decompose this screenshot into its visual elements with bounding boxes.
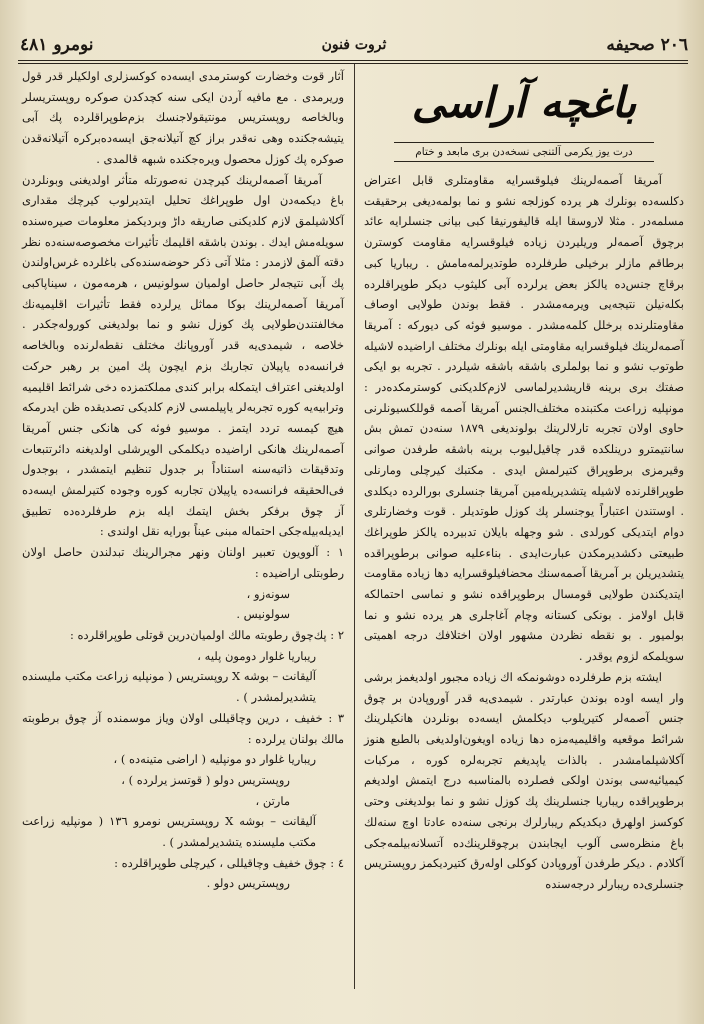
section-subtitle: درت یوز یکرمی آلتنجی نسخه‌دن بری مابعد و ختام — [394, 142, 654, 162]
page-number: ٢٠٦ صحيفه — [606, 35, 688, 55]
list-subitem: ریباریا غلوار دو مونپلیه ( اراضی متینه‌ده ) ، — [113, 752, 316, 767]
list-subitem: روپستریس دولو ( قوتسز یرلرده ) ، — [121, 772, 290, 787]
list-subitem: آلیقانت – بوشه X روپستریس نومرو ١٣٦ ( مونپلیه زراعت مکتب ملیسنده یتشدیرلمشدر ) . — [22, 814, 316, 850]
header-rule — [18, 60, 688, 64]
section-masthead: باغچه آراسی — [411, 77, 637, 127]
right-column — [364, 66, 684, 895]
page-header — [20, 30, 688, 60]
list-subitem: ریباریا غلوار دومون پلیه ، — [197, 648, 316, 663]
paragraph: ایشته بزم طرفلرده دوشونمکه اك زیاده مجبور اولدیغمز برشی وار ایسه اوده بوندن عبارتدر . شیمدی‌یه قدر آوروپادن بر چوق جنس آصمه‌لر کتیریلوب دیکلمش ایسه‌ده بونلردن هانکیلرینك شرائط موقعیه واقلیمیه‌مزه دها زیاده اویغون‌اولدیغی بالطبع هنوز آکلاشیلمامشدر . بالذات یاپدیغم تجربه‌لره کوره ، مرکبات کیمیائیه‌سی بوندن اولکی فصلرده بالمناسبه درج ایتمش اولدیغم برطوپراقده ریباریا جنسلرینك پك کوزل نشو و نما بولدیغنی وحتی کوکسز اولهرق دیکدیکم ریبارلرك برنجی سنه‌ده عادتا اوچ سنه‌لك باغ منظره‌سی آلوب ایجابندن برچوقلرینك‌ده آتسلانه‌بیلمه‌جکی آکلادم . دیکر طرفدن آوروپادن کوکلی اوله‌رق کتیردیکمز روپستریس جنسلری‌ده ریبارلر درجه‌سنده — [364, 669, 684, 891]
column-divider — [354, 64, 355, 989]
list-item: ٢ : پك‌چوق رطوبته مالك اولمیان‌درین قوتلی طوپراقلرده : — [69, 627, 344, 642]
journal-title: ثروت فنون — [321, 37, 387, 53]
list-item: ٤ : چوق خفیف وچاقیللی ، کیرچلی طوپراقلرده : — [114, 855, 344, 870]
paragraph: آمریقا آصمه‌لرینك فیلوقسرایه مقاومتلری قابل اعتراض دکلسه‌ده بونلرك هر یرده کوزلجه نشو و نما بولمه‌دیغی برحقیقت مسلمه‌در . مثلا لاروسقا ایله قالیفورنیقا کبی بیانی جنسلرایه عائد برچوق آصمه‌لر وریلیردن زیاده فیلوقسرایه مقاومت کوسترن برطاقم مازلر برخیلی طرفلرده طوتدیرلمه‌مامش . ریباریا کبی برقاچ جنس‌ده یالکز بعض یرلرده آبی کلیثوب دیکر طوپراقلرده بکله‌نیلن نتیجه‌یی ویرمه‌مشدر . فقط بوندن طولایی اوصاف مقاومتلرنده برخلل کلمه‌مشدر . موسیو فوئه کی دیورکه : آمریقا آصمه‌لرینك فیلوقسرایه مقاومتی ایله بونلرك مختلف اراضیده لاشیله طوتوب نشو و نما بولملری باشقه باشقه شیلردر . تجربه بو ایکی صفتك بری برینه قاریشدیرلماسی لازم‌کلدیکنی کوسترمکده‌در : مونپلیه زراعت مکتبنده مختلف‌الجنس آمریقا آصمه قوللکسیونلرنی حاوی اولان تجربه تارلالرینك بولوندیغی ١٨٧٩ سنه‌دن تمش بش سانتیمترو درینلکده قدر چاقیل‌لیوب برینه باشقه طرفدن صوانی وقیرمزی برطوپراق کتیرلمش ایدی . مکتبك کیرچلی ومارنلی طوپراقلرنده لاشیله یتشدیریله‌مین آمریقا جنسلری بورالرده دیکلدی . اوستندن اعتباراً یوجنسلر پك کوزل طوتدیلر . قوت وخضارتلری دوام ایتدیکی کورلدی . شو وجهله بایلان تدبیرده یالکز طوپراغك طبیعتی دکشدیرمکدن عبارت‌ایدی . بناءعلیه صوانی برطوپراقده یتشدیریلن بر آمریقا آصمه‌سنك محضافیلوقسرایه دها زیاده مقاومت ایتدیکندن طولایی قومسال برطوپراقده نشو و نماسی احتمالکه قابل اولامز . بونکی کستانه وچام آغاجلری هر یرده نشو و نما بولمیور . بو نقطه نظردن مشهور اولان اختلافك درجه اهمیتی سویلمکه لزوم یوقدر . — [364, 173, 684, 664]
list-subitem: آلیقانت – بوشه X روپستریس ( مونپلیه زراعت مکتب ملیسنده یتشدیرلمشدر ) . — [22, 669, 316, 705]
list-subitem: سولونیس . — [236, 607, 290, 622]
list-item: ٣ : خفیف ، درین وچاقیللی اولان ویاز موسمنده آز چوق برطوبته مالك بولنان یرلرده : — [22, 710, 344, 746]
issue-number: نومرو ٤٨١ — [20, 35, 94, 55]
list-subitem: سونه‌زو ، — [246, 586, 290, 601]
list-subitem: مارتن ، — [255, 793, 290, 808]
list-subitem: روپستریس دولو . — [206, 876, 290, 891]
paragraph: آمریقا آصمه‌لرینك کیرچدن نه‌صورتله متأثر اولدیغنی وبونلردن باغ دیکمه‌دن اول طوپراغك تحلیل ایتدیرلوب کیرچك مقداری آکلاشیلمق لازم کلدیکنی صاریقه داڑ وبردیکمز معلومات صیره‌سنده سویله‌مش ایدك . بوندن باشقه اقلیمك تأثیرات مخصوصه‌سنه‌ده نظر دقته آلمق لازمدر : مثلا آتی ذکر حوضه‌سنده‌کی باغلرده غرس‌اولندن پك آبی نتیجه‌لر حاصل اولمیان سولونیس ، هرمه‌مون ، سیناپاکبی آمریقا آصمه‌لرینك بوکا مماثل یرلرده فقط تأثیرات اقلیمیه‌نك مخالفتندن‌طولایی پك کوزل نشو و نما بولدیغنی کوروله‌جکدر . خلاصه ، شیمدی‌یه قدر آوروپانك مختلف نقطه‌لرنده وبالخاصه فرانسه‌ده یاپیلان تجاربك بزم ایچون پك امین بر رهبر حرکت اولدیغنی اعتراف ایتمکله برابر کندی مملکتمزده دخی شرائط اقلیمیه وترابیه‌یه کوره تجربه‌لر یاپیلمسی لازم کلدیکی تصدیقده ظن ایدرمکه هیچ کیمسه تردد ایتمز . موسیو فوئه کی هانکی جنس آمریقا آصمه‌لرینك هانکی اراضیده دیکلمکی الویرشلی اولدیغنه دائرتتبعات وتدقیقات ذاتیه‌سنه استناداً بر جدول تنظیم ایتمشدر ، بوجدول فی‌الحقیقه فرانسه‌ده یاپیلان تجاربه کوره وجوده کتیرلمش ایسه‌ده آز چوق برفکر بخش ایتمك ایله بزم طرفلرده‌ده تطبیق ایدیله‌بیله‌جکی احتماله مبنی عیناً بورایه نقل اولندی : — [22, 172, 344, 539]
left-column — [22, 66, 344, 894]
list-item: ١ : آلوویون تعبیر اولنان ونهر مجرالرینك تبدلندن حاصل اولان رطوبتلی اراضیده : — [22, 545, 344, 580]
paragraph: آثار قوت وخضارت کوسترمدی ایسه‌ده کوکسزلری اولکیلر قدر قول وریرمدی . مع مافیه آردن ایکی سنه کچدکدن صوکره روپستریسلر وبالخاصه روپستریس مونتیقولاجنسك بزم‌طوپراقلرده پك آبی یتیشه‌جکنده وهی نه‌قدر براز کچ آتیلانه‌جق ایسه‌ده‌برکره آتیلانه‌قدن صوکره پك کوزل محصول ویره‌جکنده شبهه قالمدی . — [22, 69, 344, 166]
